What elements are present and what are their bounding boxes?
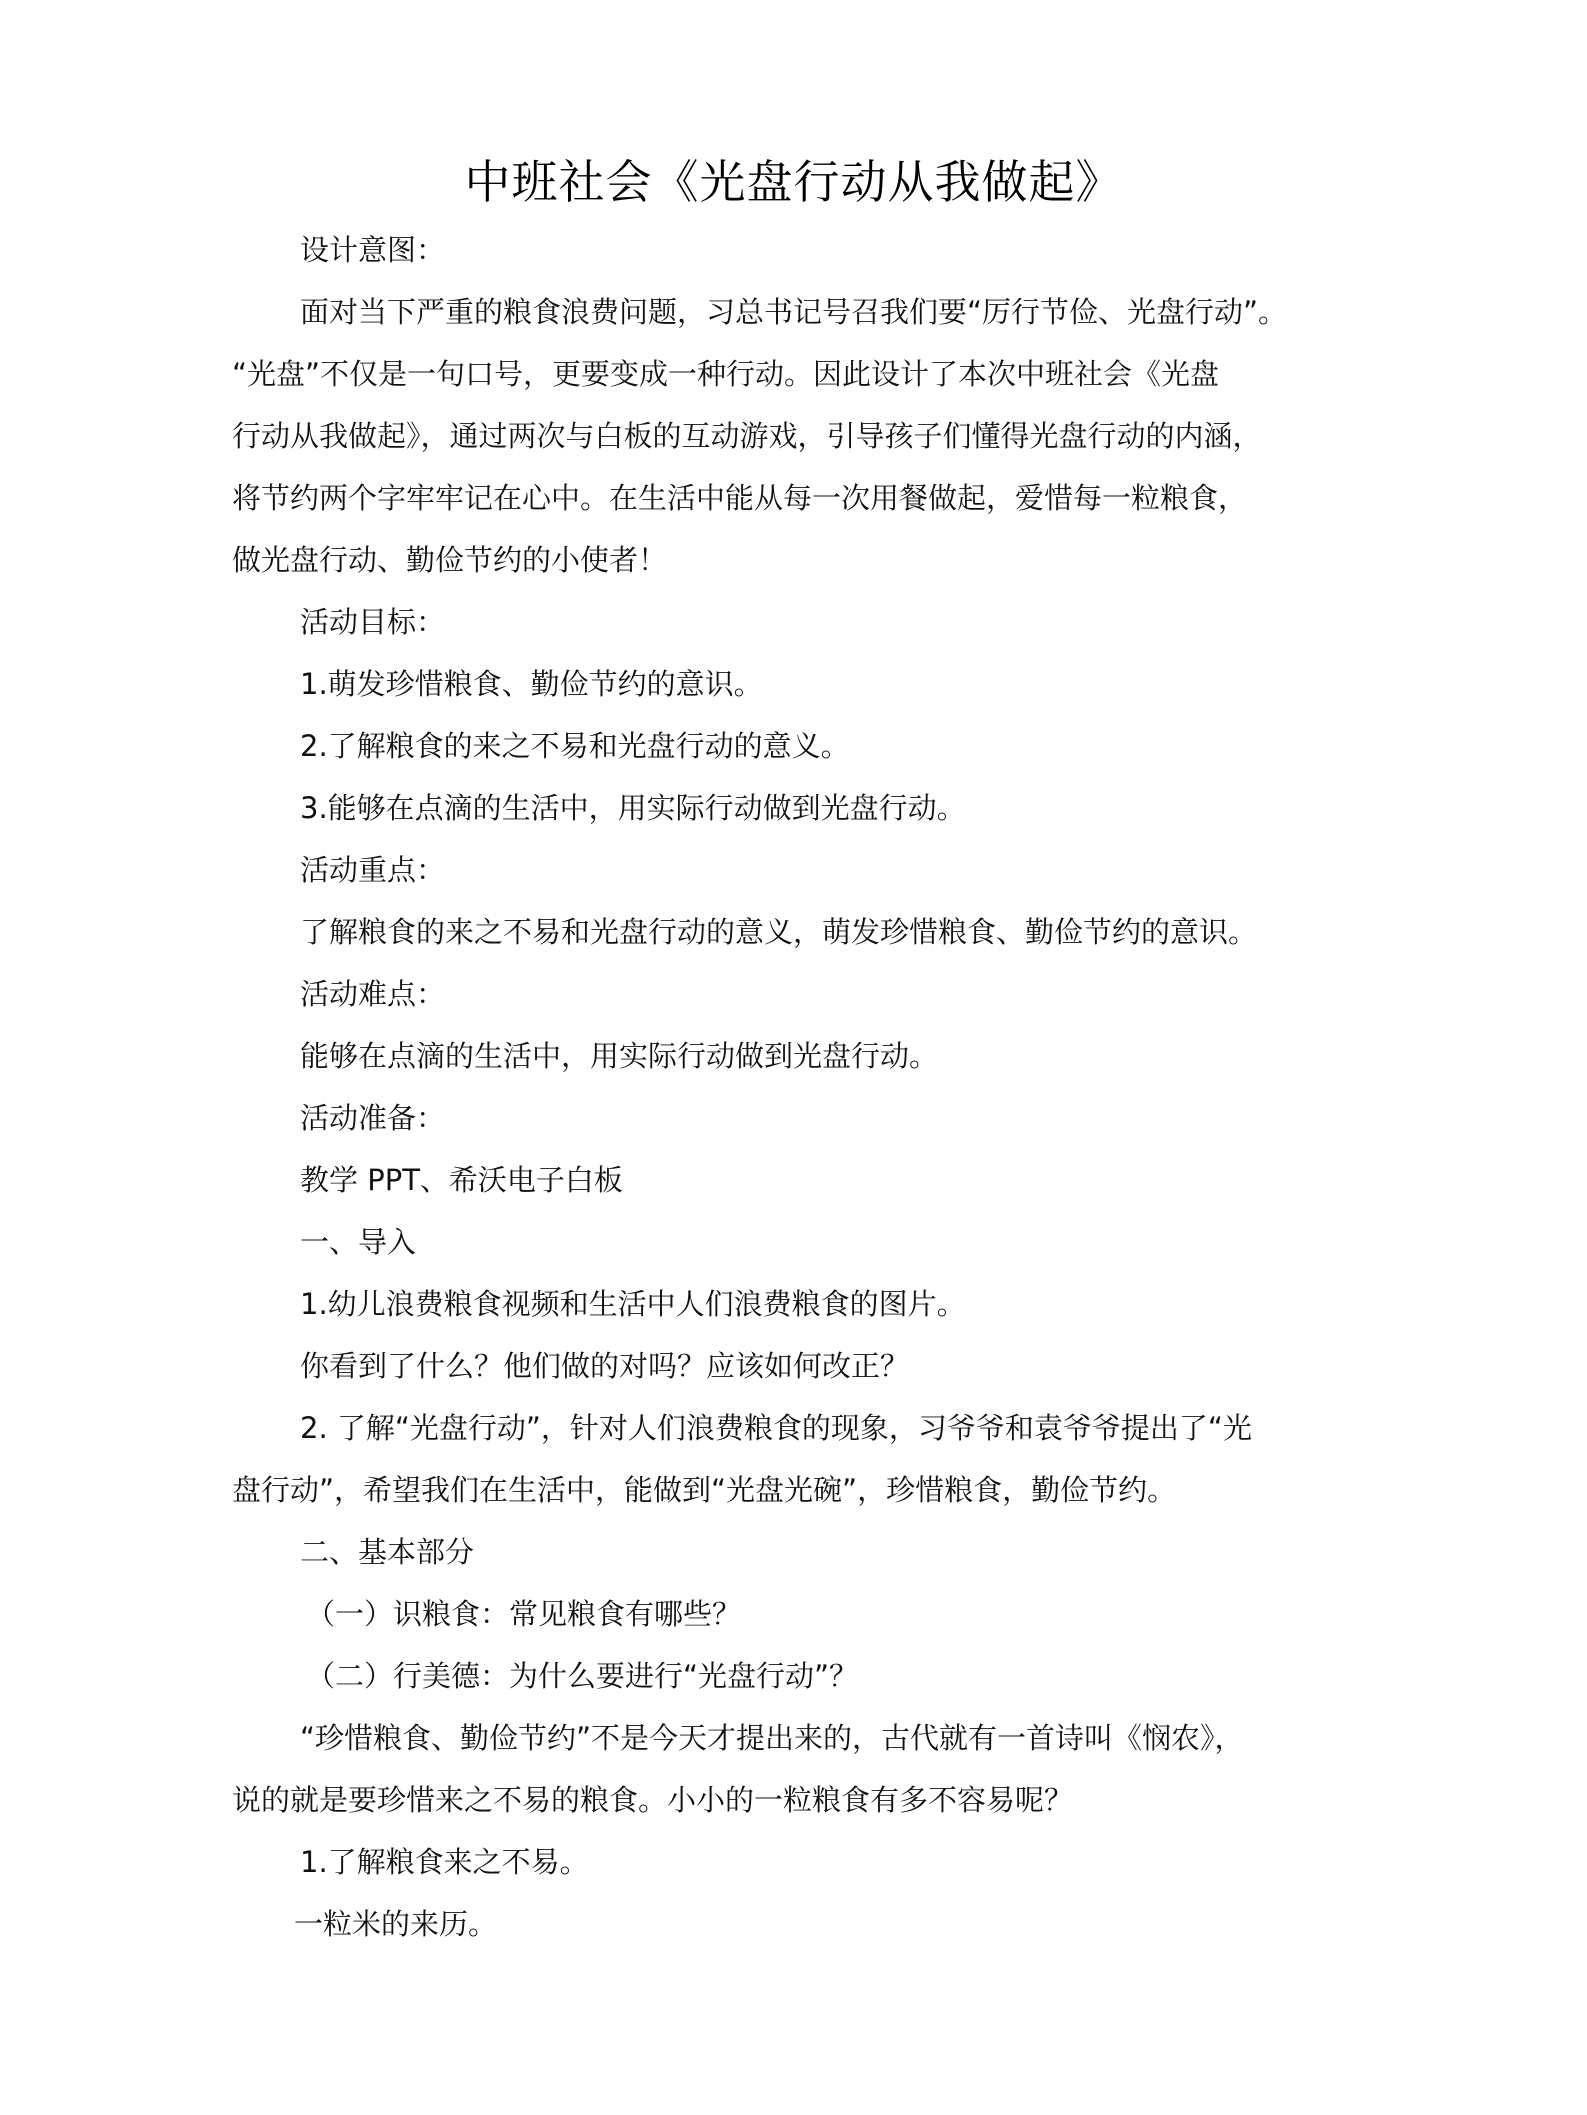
subsection-heading: （一）识粮食：常见粮食有哪些？ xyxy=(306,1597,742,1631)
paragraph-line: 一粒米的来历。 xyxy=(294,1907,498,1941)
paragraph-line: 盘行动”，希望我们在生活中，能做到“光盘光碗”，珍惜粮食，勤俭节约。 xyxy=(232,1473,1177,1507)
section-heading-preparation: 活动准备： xyxy=(300,1101,446,1135)
section-heading-design-intent: 设计意图： xyxy=(300,233,446,267)
paragraph-line: “珍惜粮食、勤俭节约”不是今天才提出来的，古代就有一首诗叫《悯农》， xyxy=(300,1721,1244,1755)
paragraph-line: 面对当下严重的粮食浪费问题，习总书记号召我们要“厉行节俭、光盘行动”。 xyxy=(300,295,1288,329)
paragraph-line: 1.了解粮食来之不易。 xyxy=(300,1845,589,1879)
section-heading-main-part: 二、基本部分 xyxy=(300,1535,475,1569)
paragraph-line: 1.幼儿浪费粮食视频和生活中人们浪费粮食的图片。 xyxy=(300,1287,966,1321)
paragraph-line: 说的就是要珍惜来之不易的粮食。小小的一粒粮食有多不容易呢？ xyxy=(232,1783,1074,1817)
section-heading-objectives: 活动目标： xyxy=(300,605,446,639)
document-title: 中班社会《光盘行动从我做起》 xyxy=(464,155,1123,209)
paragraph-line: 你看到了什么？他们做的对吗？应该如何改正？ xyxy=(300,1349,910,1383)
subsection-heading: （二）行美德：为什么要进行“光盘行动”？ xyxy=(306,1659,859,1693)
paragraph-line: 能够在点滴的生活中，用实际行动做到光盘行动。 xyxy=(300,1039,939,1073)
objective-item: 2.了解粮食的来之不易和光盘行动的意义。 xyxy=(300,729,850,763)
paragraph-line: 教学 PPT、希沃电子白板 xyxy=(300,1163,623,1197)
objective-item: 3.能够在点滴的生活中，用实际行动做到光盘行动。 xyxy=(300,791,966,825)
paragraph-line: 了解粮食的来之不易和光盘行动的意义，萌发珍惜粮食、勤俭节约的意识。 xyxy=(300,915,1258,949)
paragraph-line: 做光盘行动、勤俭节约的小使者！ xyxy=(232,543,668,577)
section-heading-difficulties: 活动难点： xyxy=(300,977,446,1011)
paragraph-line: “光盘”不仅是一句口号，更要变成一种行动。因此设计了本次中班社会《光盘 xyxy=(232,357,1220,391)
paragraph-line: 将节约两个字牢牢记在心中。在生活中能从每一次用餐做起，爱惜每一粒粮食， xyxy=(232,481,1248,515)
section-heading-key-points: 活动重点： xyxy=(300,853,446,887)
paragraph-line: 行动从我做起》，通过两次与白板的互动游戏，引导孩子们懂得光盘行动的内涵， xyxy=(232,419,1262,453)
paragraph-line: 2. 了解“光盘行动”，针对人们浪费粮食的现象，习爷爷和袁爷爷提出了“光 xyxy=(300,1411,1252,1445)
section-heading-introduction: 一、导入 xyxy=(300,1225,417,1259)
objective-item: 1.萌发珍惜粮食、勤俭节约的意识。 xyxy=(300,667,763,701)
